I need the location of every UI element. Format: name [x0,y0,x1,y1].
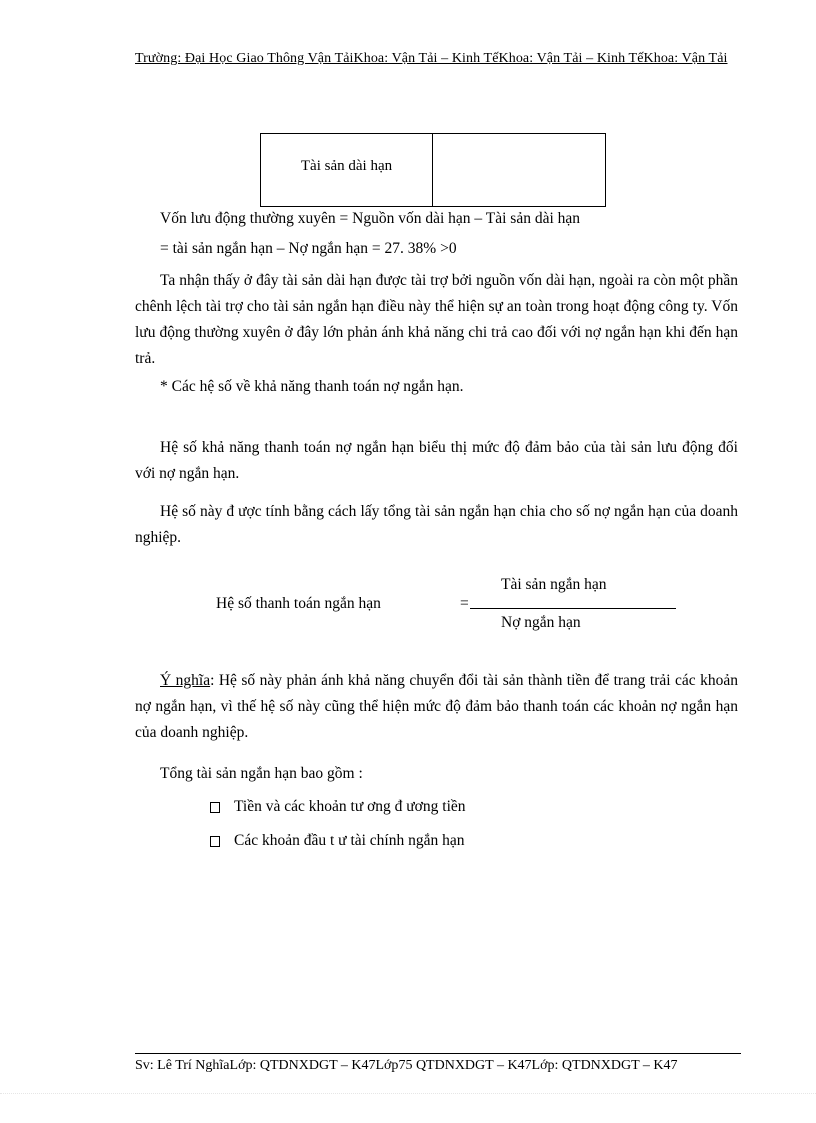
table-cell-long-term-assets: Tài sản dài hạn [261,134,433,206]
formula-label: Hệ số thanh toán ngắn hạn [216,595,381,612]
list-item-text: Các khoản đầu t ư tài chính ngắn hạn [234,832,465,849]
list-item-text: Tiền và các khoản tư ơng đ ương tiền [234,798,466,815]
working-capital-line: Vốn lưu động thường xuyên = Nguồn vốn dài hạn – Tài sản dài hạn [160,210,581,227]
formula-denominator: Nợ ngắn hạn [501,614,581,631]
meaning-label: Ý nghĩa [160,672,211,689]
list-item [210,798,466,816]
fraction-bar [470,608,676,609]
footer-text-after: QTDNXDGT – K47Lớp: QTDNXDGT – K47 [412,1058,678,1073]
section-heading: * Các hệ số về khả năng thanh toán nợ ngắn hạn. [160,378,464,395]
page-number: 75 [398,1058,413,1073]
assets-intro: Tổng tài sản ngắn hạn bao gồm : [160,765,363,782]
page-footer [135,1058,678,1074]
table-cell-empty [433,134,605,206]
observation-paragraph: Ta nhận thấy ở đây tài sản dài hạn được tài trợ bởi nguồn vốn dài hạn, ngoài ra còn một phần chênh lệch tài trợ cho tài sản ngắn hạn điều này thể hiện sự an toàn trong hoạt động công ty. Vốn lưu động thường xuyên ở đây lớn phản ánh khả năng chi trả cao đối với nợ ngắn hạn khi đến hạn trả. [135,272,738,367]
ratio-paragraph: Hệ số khả năng thanh toán nợ ngắn hạn biểu thị mức độ đảm bảo của tài sản lưu động đối với nợ ngắn hạn. [135,439,738,482]
working-capital-line-2: = tài sản ngắn hạn – Nợ ngắn hạn = 27. 38% >0 [160,240,457,257]
page-bottom-border [0,1093,816,1094]
formula-equals: = [460,595,469,612]
calculation-paragraph: Hệ số này đ ược tính bằng cách lấy tổng tài sản ngắn hạn chia cho số nợ ngắn hạn của doanh nghiệp. [135,503,738,546]
checkbox-square-icon [210,802,220,813]
asset-table [260,133,606,207]
footer-text: Sv: Lê Trí NghĩaLớp: QTDNXDGT – K47Lớp [135,1058,399,1073]
page-header: Trường: Đại Học Giao Thông Vận TảiKhoa: Vận Tải – Kinh TếKhoa: Vận Tải – Kinh TếKhoa: Vận Tải [135,51,728,66]
checkbox-square-icon [210,836,220,847]
formula-numerator: Tài sản ngắn hạn [501,576,607,593]
footer-divider [135,1053,741,1054]
list-item [210,832,465,850]
meaning-text: : Hệ số này phản ánh khả năng chuyển đổi tài sản thành tiền để trang trải các khoản nợ ngắn hạn, vì thế hệ số này cũng thể hiện mức độ đảm bảo thanh toán các khoản nợ ngắn hạn của doanh nghiệp. [135,672,738,741]
meaning-paragraph [135,668,738,746]
